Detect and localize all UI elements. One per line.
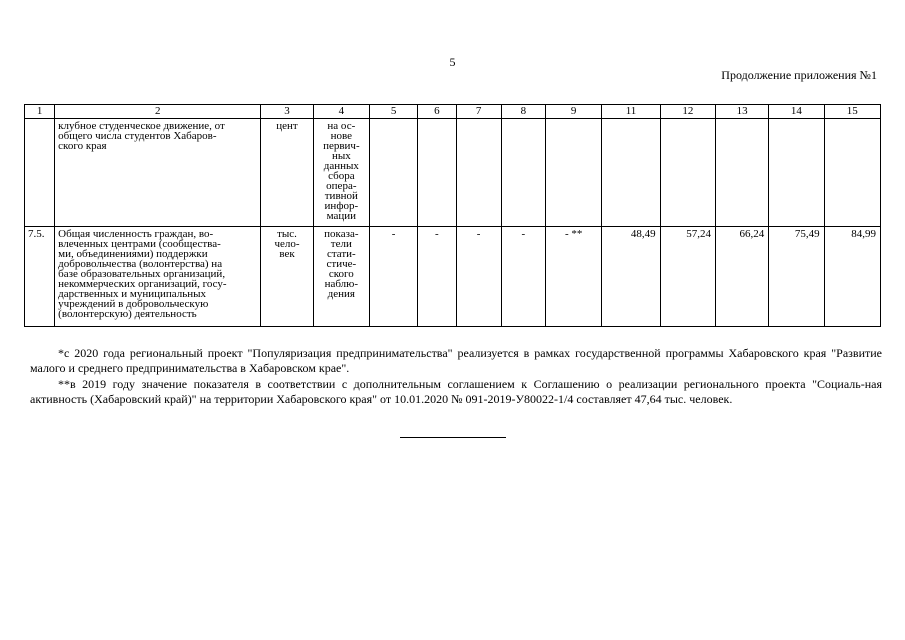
column-header: 9 <box>546 105 602 119</box>
indicator-name: клубное студенческое движение, от общего числа студентов Хабаров- ского края <box>55 119 261 227</box>
row-number <box>25 119 55 227</box>
value-cell: 84,99 <box>824 227 880 327</box>
page-number: 5 <box>449 55 456 69</box>
row-number: 7.5. <box>25 227 55 327</box>
value-cell <box>501 119 545 227</box>
value-cell: 66,24 <box>715 227 768 327</box>
table-row <box>25 119 881 227</box>
value-cell: - <box>418 227 456 327</box>
column-header: 3 <box>261 105 313 119</box>
value-cell: 75,49 <box>769 227 824 327</box>
data-source: на ос- нове первич- ных данных сбора опера- тивной инфор- мации <box>313 119 369 227</box>
column-header: 14 <box>769 105 824 119</box>
data-source: показа- тели стати- стиче- ского наблю- дения <box>313 227 369 327</box>
separator-line <box>400 437 506 438</box>
footnotes <box>30 346 882 408</box>
column-header: 11 <box>602 105 660 119</box>
value-cell <box>370 119 418 227</box>
value-cell <box>824 119 880 227</box>
value-cell <box>418 119 456 227</box>
indicators-table <box>24 104 881 327</box>
value-cell <box>660 119 715 227</box>
column-header: 6 <box>418 105 456 119</box>
column-header: 4 <box>313 105 369 119</box>
value-cell: 57,24 <box>660 227 715 327</box>
value-cell: - <box>456 227 501 327</box>
value-cell <box>602 119 660 227</box>
column-header: 8 <box>501 105 545 119</box>
table-row <box>25 227 881 327</box>
column-header: 13 <box>715 105 768 119</box>
unit: цент <box>261 119 313 227</box>
appendix-continuation-note: Продолжение приложения №1 <box>721 68 877 82</box>
column-header: 2 <box>55 105 261 119</box>
value-cell: - ** <box>546 227 602 327</box>
value-cell: - <box>501 227 545 327</box>
column-header: 7 <box>456 105 501 119</box>
footnote-2: **в 2019 году значение показателя в соответствии с дополнительным соглашением к Соглашению о реализации регионального проекта "Социаль-ная активность (Хабаровский край)" на территории Хабаровского края" от 10.01.2020 № 091-2019-У80022-1/4 составляет 47,64 тыс. человек. <box>30 377 882 406</box>
column-header: 12 <box>660 105 715 119</box>
indicator-name: Общая численность граждан, во- влеченных центрами (сообщества- ми, объединениями) поддержки добровольчества (волонтерства) на базе образовательных организаций, некоммерческих организаций, госу- дарственных и муниципальных учреждений в добровольческую (волонтерскую) деятельность <box>55 227 261 327</box>
column-header: 15 <box>824 105 880 119</box>
value-cell <box>546 119 602 227</box>
footnote-1: *с 2020 года региональный проект "Популяризация предпринимательства" реализуется в рамках государственной программы Хабаровского края "Развитие малого и среднего предпринимательства в Хабаровском крае". <box>30 346 882 375</box>
column-header: 5 <box>370 105 418 119</box>
table-header-row <box>25 105 881 119</box>
value-cell <box>715 119 768 227</box>
value-cell <box>456 119 501 227</box>
unit: тыс. чело- век <box>261 227 313 327</box>
value-cell: - <box>370 227 418 327</box>
column-header: 1 <box>25 105 55 119</box>
value-cell <box>769 119 824 227</box>
value-cell: 48,49 <box>602 227 660 327</box>
